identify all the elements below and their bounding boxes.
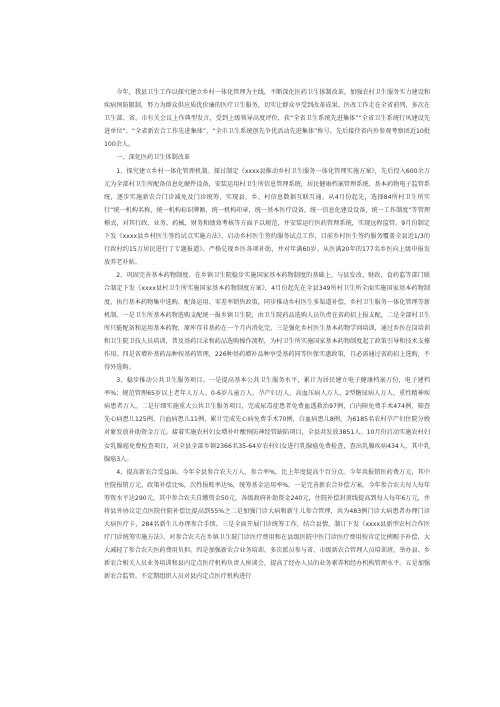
paragraph-item-1: 1、探究建立乡村一体化管理机制。探讨制定《xxxx县推动乡村卫生服务一体化管理实施方案》，先后投入600余万元为全部村卫生所配备信息化硬件设备，安装运用村卫生所信息管理系统，居民健康档案管理系统、基本药物电子监管系统，逐步实施新农合门诊减免及门诊统筹，实现县、乡、村信息数据互联互通。从4月份起先，选择84所村卫生所实行“统一机构名称，统一机构标识牌匾，统一机构印章，统一基本医疗设备，统一信息化建设设备，统一工作制度”等管理模式，对其行政、业务、药械、财务和绩效考核等方面予以规范，并安装运行医药管理系统，实现远程监管。9月份制定下发《xxxx县乡村医生签约试点实施方法》，启动乡村医生签约服务试点工作，目前乡村医生签约服务覆盖全县近1/3的行政村约15万居民进行了专题报道》。严格兑现乡医各项补助，并对年满60岁、从医满20年的177名乡医向上级申报发放养老补贴。 xyxy=(104,167,430,267)
paragraph-item-2: 2、巩固完善基本药物制度。在乡镇卫生院稳步实施国家基本药物制度的基础上，与县发改、财政、食药监等部门联合制定下发《xxxx县村卫生所实施国家基本药物制度方案》，4月份起先在全县349所村卫生所全面实施国家基本药物制度，执行基本药物集中选购、配备运用、零差率销售政策，同步推动乡村医生多渠道补偿，乡村卫生服务一体化管理等新机制。一是卫生所基本药物选购支配统一报乡镇卫生院，由卫生院药品选购人员负责在省药招上报支配，二是全部村卫生所只能配备和运用基本药物，原库存非基药在一个月内消化完，三是强化乡村医生基本药物学问培训，通过乡医在岗培训和卫生院卫技人员培训，普及基药目录和药品选购操作流程，为村卫生所实施国家基本药物制度起了政策引导和技术支撑作用。四是省增补基药品种按基药管理，226种基药增补品种享受基药同等医保实惠政策，且必需通过省药招上选购，不得外选购。 xyxy=(104,272,430,371)
paragraph-intro: 今年，我县卫生工作以探究建立乡村一体化管理为主线，不断深化医药卫生体制改革，加强农村卫生服务实力建设和疾病预防限制，努力为群众供应质优价廉的医疗卫生服务，切实让群众享受到改革成果。医改工作走在全省前列，多次在卫生部、省、市有关会议上作典型发言，受到上级领导高度评价，获“全省卫生系统先进集体”“全省卫生系统行风建设先进单位”、“全省新农合工作先进集体”，“全市卫生系统创先争优活动先进集体”称号。先后接待省内外参观考察团近10批100余人。 xyxy=(104,89,430,149)
section-heading: 一、深化医药卫生体制改革 xyxy=(116,154,190,162)
paragraph-item-3: 3、稳步推动公共卫生服务项目。一是提高基本公共卫生服务水平，累计为居民建立电子健康档案万份，电子建档率%；规范管理65岁以上老年人万人、0-6岁儿童万人、孕产妇万人、高血压病人万人、2型糖尿病人万人、重性精神疾病患者万人。二是仔细实施重大公共卫生服务项目，完成尿毒症患者免费血透救治97例，白内障免费手术474例，筛查先心病患儿125例，白血病患儿11例，累计完成先心病免费手术70例，白血病患儿8例，为6185名农村孕产妇住院分娩对象发放补助资金万元。接着实施农村妇女增补叶酸预防神经管缺陷项目，全县共发放3851人。10月份启动实施农村妇女乳腺癌免费检查项目，对全县全部乡镇2366名35-64岁农村妇女进行乳腺癌免费检查，查出乳腺疾病434人，其中乳腺癌3人。 xyxy=(104,377,430,463)
paragraph-item-4: 4、提高新农合受益面。今年全县参合农夫万人，参合率%，比上年度提高个百分点。今年共报销医药费万元，其中住院报销万元，政策补偿比%，次性报账率达%，统筹基金运用率%。一是完善新农合补偿方案。今年参合农夫每人每年筹资水平达290元，其中参合农夫自缴资金50元，各级政府补助资金240元，住院补偿封顶线提高到每人每年6万元，并将县外协议定点医院住院补偿比提高到55%之二是加强门诊大病和新生儿参合管理，共为483例门诊大病患者办理门诊大病医疗卡，284名新生儿办理参合手续。三是全面开展门诊统筹工作，结合县情，制订下发《xxxx县新型农村合作医疗门诊统筹实施方法》，对参合农夫在乡镇卫生院门诊医疗费用和在县级医院中医门诊医疗费用按肯定比例赐予补偿，大大减轻了参合农夫医药费用负担。四是加强新农合业务培训。多次派员参与省、市级新农合管理人员培训班，举办县、乡新农合相关人员业务培训和县内定点医疗机构负责人座谈会，提高了经办人员的业务素养和经办机构管理水平。五是加强新农合监管。不定期组织人员对县内定点医疗机构进行 xyxy=(104,468,430,581)
